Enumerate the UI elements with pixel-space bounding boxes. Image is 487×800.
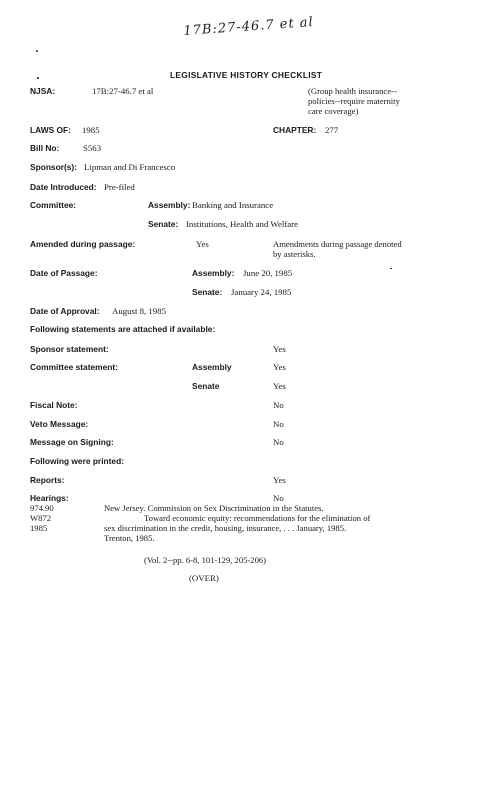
citation-line: Toward economic equity: recommendations for the elimination of: [144, 513, 371, 523]
fiscal-note-label: Fiscal Note:: [30, 400, 78, 410]
over-label: (OVER): [189, 573, 219, 583]
call-number: [30, 503, 54, 533]
veto-message-value: No: [273, 419, 284, 429]
bill-no-label: Bill No:: [30, 143, 60, 153]
reports-value: Yes: [273, 475, 286, 485]
passage-senate-label: Senate:: [192, 287, 223, 297]
reports-label: Reports:: [30, 475, 65, 485]
message-on-signing-value: No: [273, 437, 284, 447]
committee-assembly-label: Assembly:: [148, 200, 191, 210]
chapter-value: 277: [325, 125, 339, 135]
citation-line: Trenton, 1985.: [104, 533, 155, 543]
passage-assembly-label: Assembly:: [192, 268, 235, 278]
date-of-passage-label: Date of Passage:: [30, 268, 98, 278]
message-on-signing-label: Message on Signing:: [30, 437, 114, 447]
committee-senate-label: Senate:: [148, 219, 179, 229]
statements-header: Following statements are attached if available:: [30, 324, 216, 334]
amended-label: Amended during passage:: [30, 239, 136, 249]
veto-message-label: Veto Message:: [30, 419, 89, 429]
njsa-label: NJSA:: [30, 86, 56, 96]
committee-statement-senate-value: Yes: [273, 381, 286, 391]
description-line: policies--require maternity: [308, 96, 400, 106]
speck: [36, 50, 38, 52]
call-number-line: 1985: [30, 523, 48, 533]
sponsors-label: Sponsor(s):: [30, 162, 77, 172]
hearing-pages: (Vol. 2--pp. 6-8, 101-129, 205-206): [144, 555, 267, 565]
bill-no-value: S563: [83, 143, 102, 153]
fiscal-note-value: No: [273, 400, 284, 410]
date-introduced-label: Date Introduced:: [30, 182, 97, 192]
passage-senate-value: January 24, 1985: [231, 287, 292, 297]
printed-header: Following were printed:: [30, 456, 124, 466]
committee-statement-assembly-label: Assembly: [192, 362, 232, 372]
hearings-value: No: [273, 493, 284, 503]
description-line: care coverage): [308, 106, 359, 116]
laws-of-value: 1985: [82, 125, 100, 135]
speck: [390, 268, 392, 269]
hearings-label: Hearings:: [30, 493, 69, 503]
call-number-line: 974.90: [30, 503, 54, 513]
hearing-citation: [104, 503, 370, 543]
speck: [37, 77, 39, 79]
call-number-line: W872: [30, 513, 52, 523]
document-title: LEGISLATIVE HISTORY CHECKLIST: [170, 70, 323, 80]
amended-note-line: by asterisks.: [273, 249, 316, 259]
committee-statement-label: Committee statement:: [30, 362, 118, 372]
date-of-approval-label: Date of Approval:: [30, 306, 100, 316]
committee-label: Committee:: [30, 200, 77, 210]
passage-assembly-value: June 20, 1985: [243, 268, 293, 278]
bill-description: [308, 86, 400, 116]
description-line: (Group health insurance--: [308, 86, 397, 96]
citation-line: New Jersey. Commission on Sex Discrimination in the Statutes.: [104, 503, 324, 513]
committee-statement-senate-label: Senate: [192, 381, 220, 391]
amended-value: Yes: [196, 239, 209, 249]
njsa-value: 17B:27-46.7 et al: [92, 86, 154, 96]
amended-note: [273, 239, 402, 259]
handwritten-note: 17B:27-46.7 et al: [183, 14, 315, 39]
sponsor-statement-value: Yes: [273, 344, 286, 354]
amended-note-line: Amendments during passage denoted: [273, 239, 402, 249]
citation-line: sex discrimination in the credit, housing, insurance, . . . January, 1985.: [104, 523, 347, 533]
date-introduced-value: Pre-filed: [104, 182, 135, 192]
committee-assembly-value: Banking and Insurance: [192, 200, 274, 210]
chapter-label: CHAPTER:: [273, 125, 317, 135]
sponsors-value: Lipman and Di Francesco: [84, 162, 176, 172]
committee-statement-assembly-value: Yes: [273, 362, 286, 372]
sponsor-statement-label: Sponsor statement:: [30, 344, 109, 354]
laws-of-label: LAWS OF:: [30, 125, 71, 135]
committee-senate-value: Institutions, Health and Welfare: [186, 219, 298, 229]
date-of-approval-value: August 8, 1985: [112, 306, 167, 316]
